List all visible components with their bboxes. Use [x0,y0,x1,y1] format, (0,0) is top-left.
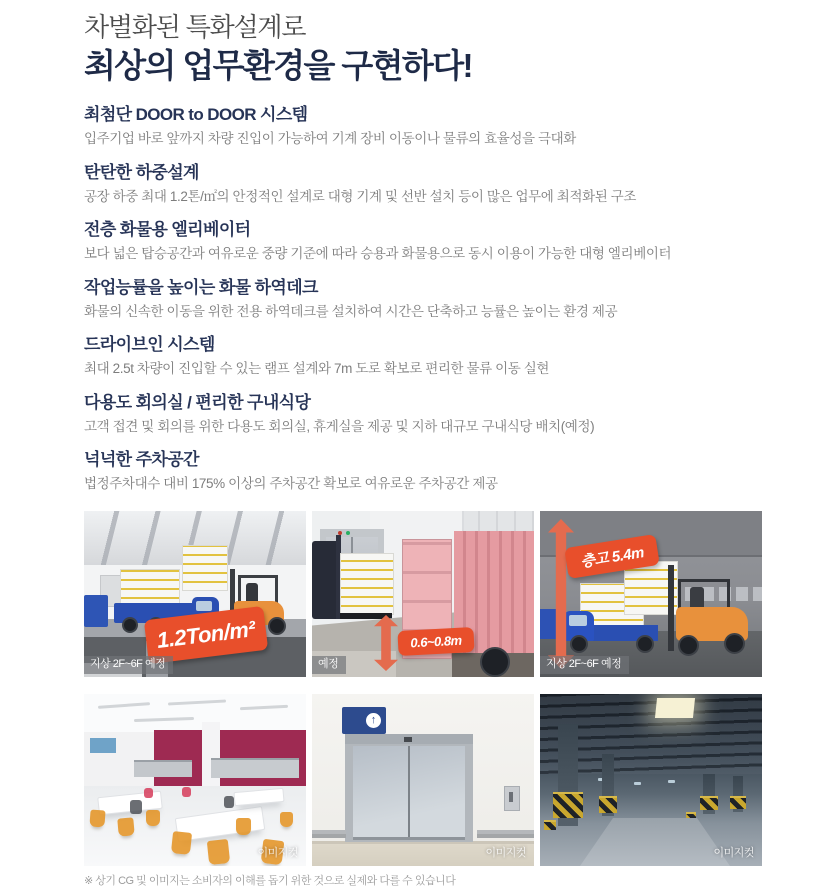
disclaimer-footnote: ※ 상기 CG 및 이미지는 소비자의 이해를 돕기 위한 것으로 실제와 다를 수 있습니다 [84,875,456,887]
gallery-image-cafeteria [84,694,306,866]
feature-load-design [84,164,774,222]
feature-heading: 다용도 회의실 / 편리한 구내식당 [84,392,311,412]
feature-meeting-cafeteria [84,394,774,452]
bench [312,830,346,838]
chair [182,787,191,797]
feature-description: 공장 하중 최대 1.2톤/㎡의 안정적인 설계로 대형 기계 및 선반 설치 등이 많은 업무에 최적화된 구조 [84,188,636,204]
chair [171,831,192,855]
feature-heading: 드라이브인 시스템 [84,335,215,354]
feature-description: 고객 접견 및 회의를 위한 다용도 회의실, 휴게실을 제공 및 지하 대규모 구내식당 배치(예정) [84,418,595,434]
direction-sign [342,707,386,734]
hazard-stripe [700,796,718,810]
elevator-lamp [404,737,412,742]
bench [477,830,534,838]
serving-counter [134,760,192,777]
distant-light [634,782,641,785]
chair [144,788,153,798]
feature-heading: 넉넉한 주차공간 [84,450,199,469]
feature-freight-elevator [84,221,774,279]
chair [117,817,135,836]
indicator-light-green [346,531,350,535]
image-caption: 이미지컷 [485,847,526,859]
truck-window [196,601,212,611]
chair [280,812,293,827]
forklift-wheel [724,633,745,654]
feature-description: 보다 넓은 탑승공간과 여유로운 중량 기준에 따라 승용과 화물용으로 동시 이용이 가능한 대형 엘리베이터 [84,246,672,261]
ceiling-lamp [655,698,695,718]
chair [236,818,251,835]
feature-description: 화물의 신속한 이동을 위한 전용 하역데크를 설치하여 시간은 단축하고 능률은 높이는 환경 제공 [84,303,618,319]
image-caption: 이미지컷 [713,847,754,859]
feature-description: 법정주차대수 대비 175% 이상의 주차공간 확보로 여유로운 주차공간 제공 [84,476,498,491]
spec-badge-dock-height: 0.6~0.8m [397,627,474,656]
hazard-stripe [553,792,583,818]
truck-wheel [480,647,510,677]
forklift-mast [668,565,674,651]
chair [224,796,234,808]
image-gallery [84,511,762,866]
gallery-image-dock-height [312,511,534,677]
feature-loading-deck [84,279,774,337]
gallery-image-elevator [312,694,534,866]
feature-drive-in [84,336,774,394]
height-range-arrow-icon [374,615,398,671]
column [202,722,220,788]
forklift-driver [690,587,704,609]
spec-badge-ceiling-height: 층고 5.4m [564,534,660,579]
feature-parking [84,451,774,509]
elevator-sill [353,837,465,840]
spec-badge-floor-load: 1.2Ton/m² [144,606,268,664]
ceiling [84,694,306,732]
chair [89,809,105,827]
page-subtitle: 차별화된 특화설계로 [84,12,306,42]
image-caption: 지상 2F~6F 예정 [540,656,629,674]
serving-counter [211,758,299,778]
up-arrow-icon: ↑ [366,713,381,728]
cargo-stack [120,569,180,607]
feature-description: 입주기업 바로 앞까지 차량 진입이 가능하여 기계 장비 이동이나 물류의 효율성을 극대화 [84,131,576,146]
truck-wheel [122,617,138,633]
feature-door-to-door [84,106,774,164]
hazard-bollard [544,820,556,830]
feature-description: 최대 2.5t 차량이 진입할 수 있는 램프 설계와 7m 도로 확보로 편리한 물류 이동 실현 [84,361,550,376]
forklift-wheel [678,635,699,656]
feature-heading: 작업능률을 높이는 화물 하역데크 [84,277,318,297]
feature-heading: 전층 화물용 엘리베이터 [84,220,251,239]
wall-picture [90,738,116,753]
ceiling-height-arrow-icon [548,519,574,669]
gallery-image-ceiling-height [540,511,762,677]
image-caption: 지상 2F~6F 예정 [84,656,173,674]
image-caption: 이미지컷 [257,847,298,859]
gallery-image-parking [540,694,762,866]
hazard-stripe [730,796,746,809]
chair [146,810,160,826]
call-button [509,792,513,802]
chair [207,839,230,865]
forklift-wheel [268,617,286,635]
elevator-door-seam [408,746,410,840]
hazard-stripe [599,796,617,813]
truck-rear [84,595,108,627]
distant-light [668,780,675,783]
gallery-image-dock-loading [84,511,306,677]
image-caption: 예정 [312,656,346,674]
forklift-driver [246,583,258,601]
lifted-pallet [182,545,228,591]
feature-heading: 탄탄한 하중설계 [84,162,199,182]
truck-wheel [636,635,654,653]
feature-list [84,106,774,509]
chair [130,800,142,814]
pallet-stack [340,553,394,615]
feature-heading: 최첨단 DOOR to DOOR 시스템 [84,105,308,124]
page-header [84,10,764,86]
page-title: 최상의 업무환경을 구현하다! [84,47,472,84]
